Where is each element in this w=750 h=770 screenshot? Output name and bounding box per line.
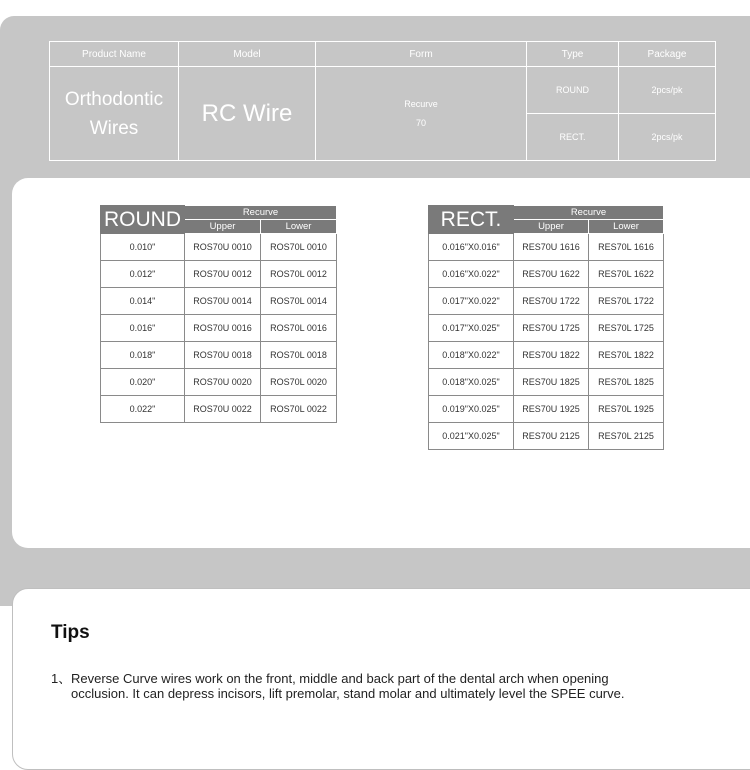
tips-title: Tips <box>51 622 90 643</box>
table-row <box>101 261 337 288</box>
table-row <box>429 369 664 396</box>
size-cell: 0.016" <box>101 315 185 342</box>
tip-item <box>51 671 651 701</box>
size-card <box>12 178 750 548</box>
tip-text: Reverse Curve wires work on the front, middle and back part of the dental arch when opening occlusion. It can depress incisors, lift premolar, stand molar and ultimately level the SPEE curve. <box>71 671 625 701</box>
form-cell <box>316 67 527 161</box>
header-model: Model <box>179 42 316 67</box>
size-cell: 0.017"X0.022" <box>429 288 514 315</box>
upper-code: RES70U 1925 <box>514 396 589 423</box>
upper-code: ROS70U 0020 <box>185 369 261 396</box>
lower-code: ROS70L 0022 <box>261 396 337 423</box>
model-name: RC Wire <box>179 67 316 161</box>
upper-code: RES70U 1616 <box>514 234 589 261</box>
rect-col-lower: Lower <box>589 220 664 234</box>
table-row <box>429 261 664 288</box>
lower-code: RES70L 2125 <box>589 423 664 450</box>
lower-code: ROS70L 0010 <box>261 234 337 261</box>
size-cell: 0.018"X0.022" <box>429 342 514 369</box>
size-cell: 0.021"X0.025" <box>429 423 514 450</box>
upper-code: RES70U 1725 <box>514 315 589 342</box>
header-type: Type <box>527 42 619 67</box>
round-header-row <box>101 206 337 220</box>
size-cell: 0.017"X0.025" <box>429 315 514 342</box>
size-cell: 0.020" <box>101 369 185 396</box>
spec-table <box>49 41 716 161</box>
lower-code: ROS70L 0020 <box>261 369 337 396</box>
size-cell: 0.019"X0.025" <box>429 396 514 423</box>
upper-code: ROS70U 0016 <box>185 315 261 342</box>
table-row <box>101 396 337 423</box>
rect-col-upper: Upper <box>514 220 589 234</box>
size-cell: 0.016"X0.022" <box>429 261 514 288</box>
upper-code: RES70U 1722 <box>514 288 589 315</box>
lower-code: RES70L 1825 <box>589 369 664 396</box>
size-cell: 0.018"X0.025" <box>429 369 514 396</box>
table-row <box>101 315 337 342</box>
table-row <box>429 315 664 342</box>
lower-code: RES70L 1722 <box>589 288 664 315</box>
table-row <box>429 288 664 315</box>
upper-code: ROS70U 0014 <box>185 288 261 315</box>
lower-code: RES70L 1616 <box>589 234 664 261</box>
upper-code: ROS70U 0018 <box>185 342 261 369</box>
lower-code: ROS70L 0016 <box>261 315 337 342</box>
type-round: ROUND <box>527 67 619 114</box>
size-cell: 0.012" <box>101 261 185 288</box>
size-cell: 0.010" <box>101 234 185 261</box>
form-value: 70 <box>415 117 426 128</box>
upper-code: ROS70U 0010 <box>185 234 261 261</box>
upper-code: RES70U 1822 <box>514 342 589 369</box>
table-row <box>429 234 664 261</box>
package-rect: 2pcs/pk <box>619 114 716 161</box>
size-cell: 0.018" <box>101 342 185 369</box>
header-package: Package <box>619 42 716 67</box>
upper-code: ROS70U 0022 <box>185 396 261 423</box>
upper-code: RES70U 2125 <box>514 423 589 450</box>
form-label: Recurve <box>404 98 438 109</box>
lower-code: ROS70L 0018 <box>261 342 337 369</box>
rect-header-row <box>429 206 664 220</box>
header-form: Form <box>316 42 527 67</box>
lower-code: RES70L 1725 <box>589 315 664 342</box>
header-product-name: Product Name <box>50 42 179 67</box>
table-row <box>429 423 664 450</box>
table-row <box>101 288 337 315</box>
size-cell: 0.022" <box>101 396 185 423</box>
upper-code: ROS70U 0012 <box>185 261 261 288</box>
round-col-lower: Lower <box>261 220 337 234</box>
lower-code: ROS70L 0012 <box>261 261 337 288</box>
table-row <box>101 369 337 396</box>
round-size-table <box>100 205 337 423</box>
table-row <box>101 234 337 261</box>
lower-code: RES70L 1822 <box>589 342 664 369</box>
product-name: Orthodontic Wires <box>50 67 179 161</box>
lower-code: ROS70L 0014 <box>261 288 337 315</box>
size-cell: 0.014" <box>101 288 185 315</box>
lower-code: RES70L 1622 <box>589 261 664 288</box>
package-round: 2pcs/pk <box>619 67 716 114</box>
upper-code: RES70U 1825 <box>514 369 589 396</box>
table-row <box>429 396 664 423</box>
spec-row-round <box>50 67 716 114</box>
table-row <box>429 342 664 369</box>
round-col-upper: Upper <box>185 220 261 234</box>
table-row <box>101 342 337 369</box>
type-rect: RECT. <box>527 114 619 161</box>
rect-type-label: RECT. <box>429 206 514 234</box>
size-cell: 0.016"X0.016" <box>429 234 514 261</box>
tip-number: 1、 <box>51 671 72 686</box>
lower-code: RES70L 1925 <box>589 396 664 423</box>
rect-group-label: Recurve <box>514 206 664 220</box>
round-group-label: Recurve <box>185 206 337 220</box>
spec-header-row <box>50 42 716 67</box>
rect-size-table <box>428 205 664 450</box>
upper-code: RES70U 1622 <box>514 261 589 288</box>
round-type-label: ROUND <box>101 206 185 234</box>
